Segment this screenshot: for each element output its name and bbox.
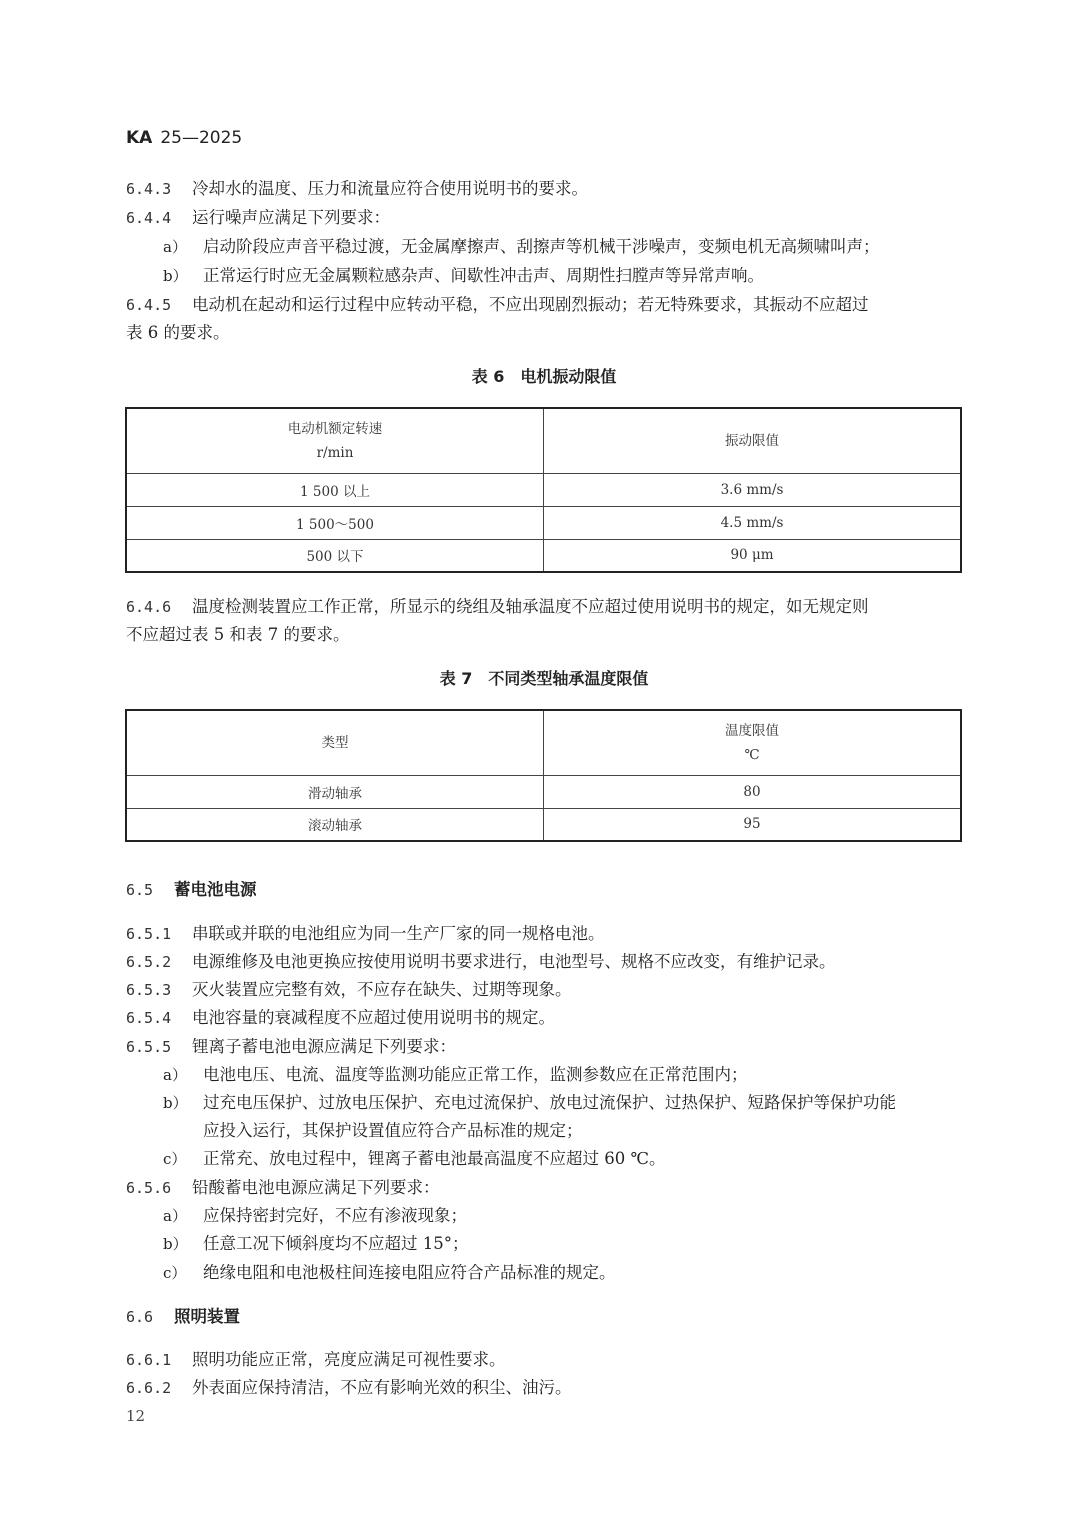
table-6-title: 表 6 电机振动限值 (471, 367, 617, 386)
clause-number: 6.4.3 (126, 180, 172, 198)
list-item (163, 262, 1003, 290)
clause-number: 6.6.1 (126, 1351, 172, 1369)
list-item-text: 启动阶段应声音平稳过渡，无金属摩擦声、刮擦声等机械干涉噪声，变频电机无高频啸叫声； (203, 237, 880, 256)
list-item-label: a） (163, 1207, 187, 1225)
standard-header (126, 128, 242, 148)
table-cell: 500 以下 (126, 539, 544, 572)
list-item-text: 绝缘电阻和电池极柱间连接电阻应符合产品标准的规定。 (203, 1263, 616, 1282)
list-item-text: 正常运行时应无金属颗粒感杂声、间歇性冲击声、周期性扫膛声等异常声响。 (203, 266, 764, 285)
table-row (126, 775, 961, 808)
list-item-text: 任意工况下倾斜度均不应超过 15°； (203, 1234, 469, 1253)
clause-text: 铅酸蓄电池电源应满足下列要求： (192, 1178, 440, 1197)
table-cell: 滑动轴承 (126, 775, 544, 808)
table-row (126, 473, 961, 506)
list-item (163, 1061, 1003, 1089)
table-row (126, 539, 961, 572)
column-header-limit: 振动限值 (544, 408, 962, 473)
clause-6-4-3 (126, 175, 966, 203)
clause-text: 电动机在起动和运行过程中应转动平稳，不应出现剧烈振动；若无特殊要求，其振动不应超过 (192, 295, 869, 314)
header-unit: r/min (316, 444, 354, 461)
clause-text: 表 6 的要求。 (126, 323, 230, 342)
clause-number: 6.5.1 (126, 925, 172, 943)
list-item-label: c） (163, 1264, 187, 1282)
list-item-label: a） (163, 1066, 187, 1084)
list-item-text: 电池电压、电流、温度等监测功能应正常工作，监测参数应在正常范围内； (203, 1065, 748, 1084)
clause-text: 温度检测装置应工作正常，所显示的绕组及轴承温度不应超过使用说明书的规定，如无规定则 (192, 597, 869, 616)
header-label: 温度限值 (725, 722, 779, 739)
list-item (163, 1145, 1003, 1173)
clause-continuation (126, 621, 966, 649)
section-6-5-heading (126, 876, 966, 904)
column-header-speed (126, 408, 544, 473)
list-item-continuation (203, 1117, 1043, 1145)
clause-6-5-1 (126, 920, 966, 948)
table-row (126, 808, 961, 841)
list-item-label: b） (163, 1235, 188, 1253)
table-header-row (126, 408, 961, 473)
clause-text: 串联或并联的电池组应为同一生产厂家的同一规格电池。 (192, 924, 605, 943)
list-item-text: 正常充、放电过程中，锂离子蓄电池最高温度不应超过 60 ℃。 (203, 1149, 666, 1168)
table-cell: 95 (544, 808, 962, 841)
clause-6-5-6 (126, 1174, 966, 1202)
clause-number: 6.4.5 (126, 296, 172, 314)
list-item (163, 1259, 1003, 1287)
standard-code: 25—2025 (160, 128, 243, 148)
list-item-text: 过充电压保护、过放电压保护、充电过流保护、放电过流保护、过热保护、短路保护等保护功能 (203, 1093, 896, 1112)
clause-6-4-4 (126, 204, 966, 232)
list-item-label: c） (163, 1150, 187, 1168)
clause-text: 冷却水的温度、压力和流量应符合使用说明书的要求。 (192, 179, 588, 198)
table-cell: 4.5 mm/s (544, 506, 962, 539)
standard-org: KA (126, 128, 153, 148)
clause-text: 电池容量的衰减程度不应超过使用说明书的规定。 (192, 1008, 555, 1027)
clause-number: 6.4.6 (126, 598, 172, 616)
clause-number: 6.6.2 (126, 1379, 172, 1397)
section-number: 6.6 (126, 1308, 154, 1326)
table-cell: 90 μm (544, 539, 962, 572)
clause-number: 6.5.6 (126, 1179, 172, 1197)
clause-text: 照明功能应正常，亮度应满足可视性要求。 (192, 1350, 506, 1369)
clause-6-5-5 (126, 1033, 966, 1061)
clause-number: 6.5.2 (126, 953, 172, 971)
section-6-6-heading (126, 1303, 966, 1331)
clause-text: 灭火装置应完整有效，不应存在缺失、过期等现象。 (192, 980, 572, 999)
clause-text: 外表面应保持清洁，不应有影响光效的积尘、油污。 (192, 1378, 572, 1397)
table-7 (125, 709, 962, 842)
list-item (163, 1202, 1003, 1230)
header-unit: ℃ (744, 746, 760, 763)
clause-number: 6.5.4 (126, 1009, 172, 1027)
clause-number: 6.5.5 (126, 1038, 172, 1056)
section-title: 照明装置 (174, 1307, 240, 1326)
list-item (163, 1089, 1003, 1117)
clause-6-5-2 (126, 948, 966, 976)
clause-text: 锂离子蓄电池电源应满足下列要求： (192, 1037, 456, 1056)
clause-text: 不应超过表 5 和表 7 的要求。 (126, 625, 350, 644)
list-item (163, 233, 1003, 261)
clause-6-5-3 (126, 976, 966, 1004)
table-cell: 1 500～500 (126, 506, 544, 539)
table-cell: 1 500 以上 (126, 473, 544, 506)
list-item (163, 1230, 1003, 1258)
table-header-row (126, 710, 961, 775)
clause-continuation (126, 319, 966, 347)
section-number: 6.5 (126, 881, 154, 899)
page-number: 12 (126, 1407, 146, 1425)
table-row (126, 506, 961, 539)
clause-6-6-2 (126, 1374, 966, 1402)
clause-text: 运行噪声应满足下列要求： (192, 208, 390, 227)
clause-number: 6.4.4 (126, 209, 172, 227)
table-cell: 80 (544, 775, 962, 808)
clause-6-4-6 (126, 593, 966, 621)
table-cell: 滚动轴承 (126, 808, 544, 841)
table-6 (125, 407, 962, 573)
clause-number: 6.5.3 (126, 981, 172, 999)
column-header-temperature (544, 710, 962, 775)
column-header-type: 类型 (126, 710, 544, 775)
list-item-label: b） (163, 1094, 188, 1112)
list-item-label: a） (163, 238, 187, 256)
list-item-text: 应保持密封完好，不应有渗液现象； (203, 1206, 467, 1225)
table-cell: 3.6 mm/s (544, 473, 962, 506)
section-title: 蓄电池电源 (174, 880, 257, 899)
list-item-label: b） (163, 267, 188, 285)
clause-text: 电源维修及电池更换应按使用说明书要求进行，电池型号、规格不应改变，有维护记录。 (192, 952, 836, 971)
list-item-text: 应投入运行，其保护设置值应符合产品标准的规定； (203, 1121, 583, 1140)
header-label: 电动机额定转速 (287, 420, 383, 437)
clause-6-4-5 (126, 291, 966, 319)
clause-6-6-1 (126, 1346, 966, 1374)
table-7-title: 表 7 不同类型轴承温度限值 (439, 669, 649, 688)
clause-6-5-4 (126, 1004, 966, 1032)
